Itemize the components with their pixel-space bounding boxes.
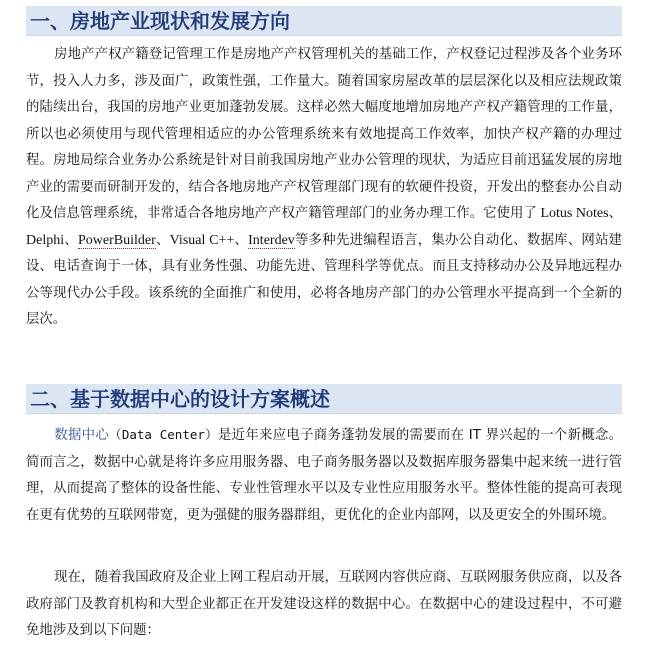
data-center-term-en: （Data Center） (109, 427, 218, 442)
separator: 、 (64, 232, 78, 248)
section-1-paragraph (26, 42, 622, 334)
tech-delphi: Delphi (26, 232, 65, 248)
section-1-heading: 一、房地产业现状和发展方向 (26, 6, 622, 36)
tech-powerbuilder: PowerBuilder (78, 232, 156, 248)
tech-visual-cpp: Visual C++ (169, 232, 235, 248)
section-2-paragraph-1 (26, 422, 622, 529)
section-2-p1-text: 是近年来应电子商务蓬勃发展的需要而在 IT 界兴起的一个新概念。简而言之，数据中心就是将许多应用服务器、电子商务服务器以及数据库服务器集中起来统一进行管理，从而提高了整体的设备性能、专业性管理水平以及专业性应用服务水平。整体性能的提高可表现在更有优势的互联网带宽，更为强健的服务器群组，更优化的企业内部网，以及更安全的外围环境。 (26, 428, 623, 523)
section-2-p2-text: 现在，随着我国政府及企业上网工程启动开展，互联网内容供应商、互联网服务供应商，以及各政府部门及教育机构和大型企业都正在开发建设这样的数据中心。在数据中心的建设过程中，不可避免地涉及到以下问题： (26, 570, 622, 638)
tech-lotus-notes: Lotus Notes (536, 206, 609, 221)
section-2-heading: 二、基于数据中心的设计方案概述 (26, 384, 622, 414)
separator: 、 (608, 206, 623, 221)
separator: 、 (155, 232, 170, 248)
section-1-text-part1: 房地产产权产籍登记管理工作是房地产产权管理机关的基础工作，产权登记过程涉及各个业务环节，投入人力多，涉及面广，政策性强，工作量大。随着国家房屋改革的层层深化以及相应法规政策的陆续出台，我国的房地产业更加蓬勃发展。这样必然大幅度地增加房地产产权产籍管理的工作量，所以也必须使用与现代管理相适应的办公管理系统来有效地提高工作效率，加快产权产籍的办理过程。房地局综合业务办公系统是针对目前我国房地产业办公管理的现状，为适应目前迅猛发展的房地产业的需要而研制开发的，结合各地房地产产权管理部门现有的软硬件投资，开发出的整套办公自动化及信息管理系统，非常适合各地房地产产权产籍管理部门的业务办理工作。它使用了 (26, 47, 622, 221)
tech-interdev: Interdev (248, 232, 295, 248)
section-2-paragraph-2 (26, 565, 622, 645)
section-1-text-part2: 等多种先进编程语言，集办公自动化、数据库、网站建设、电话查询于一体，具有业务性强、功能先进、管理科学等优点。而且支持移动办公及异地远程办公等现代办公手段。该系统的全面推广和使用，必将各地房产部门的办公管理水平提高到一个全新的层次。 (26, 232, 623, 327)
separator: 、 (234, 232, 249, 248)
data-center-term: 数据中心 (54, 428, 110, 443)
